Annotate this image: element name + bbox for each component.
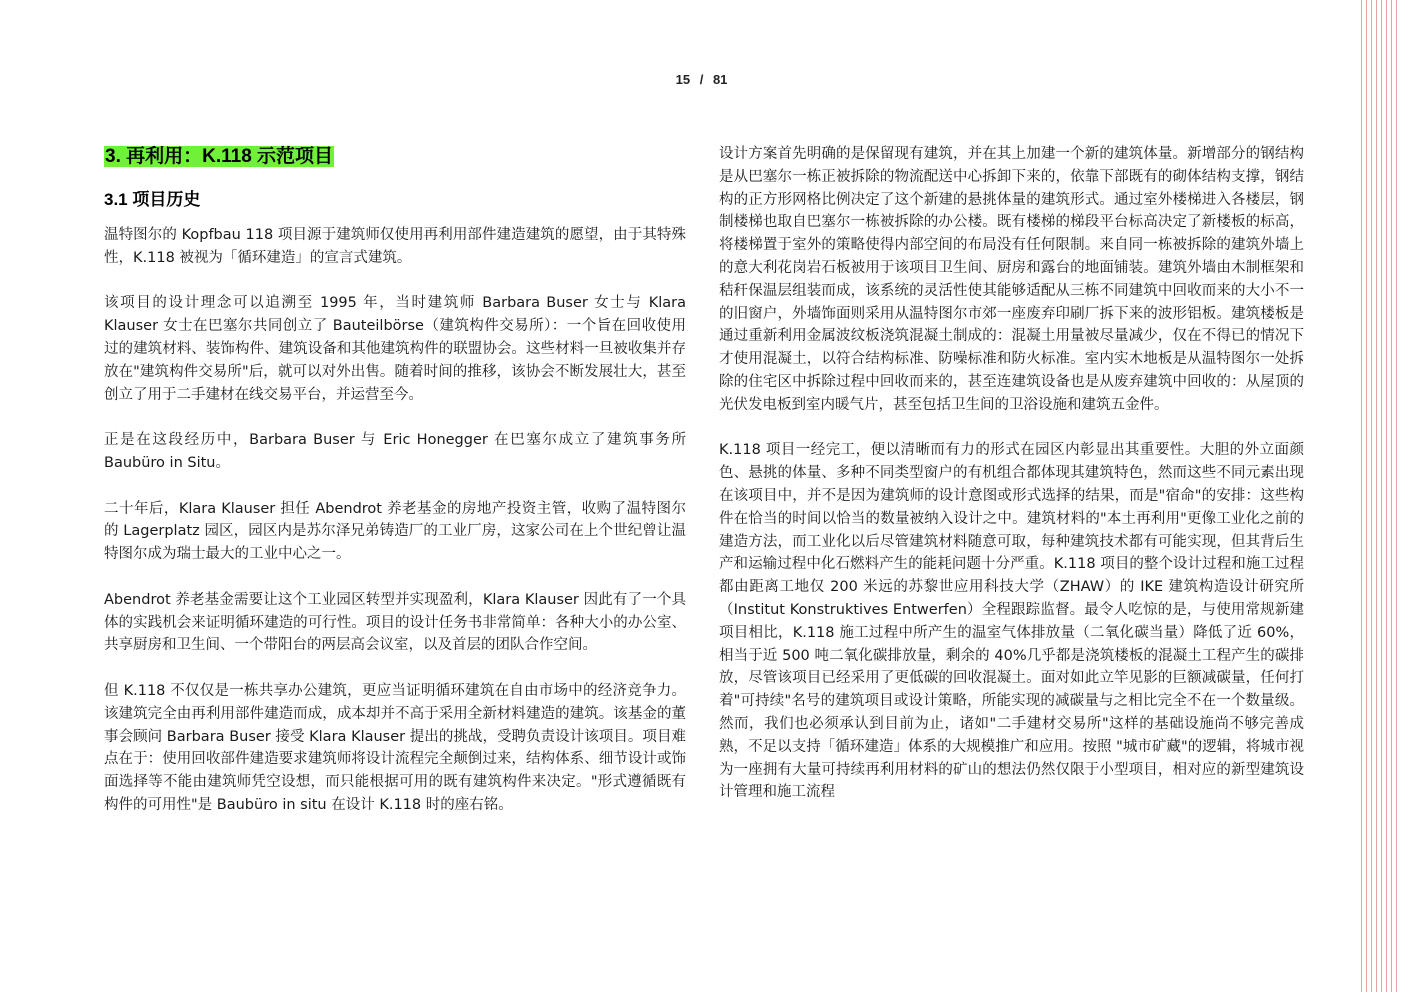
left-column: [104, 140, 686, 840]
paragraph: 该项目的设计理念可以追溯至 1995 年，当时建筑师 Barbara Buser 女士与 Klara Klauser 女士在巴塞尔共同创立了 Bauteilbörse（建筑构件交易所）：一个旨在回收使用过的建筑材料、装饰构件、建筑设备和其他建筑构件的联盟协会。这些材料一旦被收集并存放在"建筑构件交易所"后，就可以对外出售。随着时间的推移，该协会不断发展壮大，甚至创立了用于二手建材在线交易平台，并运营至今。: [104, 295, 686, 403]
section-title: 3.1 项目历史: [104, 190, 201, 209]
chapter-title-text: 3. 再利用：K.118 示范项目: [105, 146, 334, 167]
paragraph: K.118 项目一经完工，便以清晰而有力的形式在园区内彰显出其重要性。大胆的外立面颜色、悬挑的体量、多种不同类型窗户的有机组合都体现其建筑特色，然而这些不同元素出现在该项目中，并不是因为建筑师的设计意图或形式选择的结果，而是"宿命"的安排：这些构件在恰当的时间以恰当的数量被纳入设计之中。建筑材料的"本土再利用"更像工业化之前的建造方法，而工业化以后尽管建筑材料随意可取，每种建筑技术都有可能实现，但其背后生产和运输过程中化石燃料产生的能耗问题十分严重。K.118 项目的整个设计过程和施工过程都由距离工地仅 200 米远的苏黎世应用科技大学（ZHAW）的 IKE 建筑构造设计研究所（Institut Konstruktives Entwerfen）全程跟踪监督。最令人吃惊的是，与使用常规新建项目相比，K.118 施工过程中所产生的温室气体排放量（二氧化碳当量）降低了近 60%，相当于近 500 吨二氧化碳排放量，剩余的 40%几乎都是浇筑楼板的混凝土工程产生的碳排放，尽管该项目已经采用了更低碳的回收混凝土。面对如此立竿见影的巨额减碳量，任何打着"可持续"名号的建筑项目或设计策略，所能实现的减碳量与之相比完全不在一个数量级。然而，我们也必须承认到目前为止，诸如"二手建材交易所"这样的基础设施尚不够完善成熟，不足以支持「循环建造」体系的大规模推广和应用。按照 "城市矿藏"的逻辑，将城市视为一座拥有大量可持续再利用材料的矿山的想法仍然仅限于小型项目，相对应的新型建筑设计管理和施工流程: [719, 442, 1304, 801]
page-edge-decoration: [1357, 0, 1403, 992]
paragraph: Abendrot 养老基金需要让这个工业园区转型并实现盈利，Klara Klauser 因此有了一个具体的实践机会来证明循环建造的可行性。项目的设计任务书非常简单：各种大小的办公室、共享厨房和卫生间、一个带阳台的两层高会议室，以及首层的团队合作空间。: [104, 591, 686, 654]
page-total: 81: [712, 72, 728, 87]
edge-line: [1376, 0, 1377, 992]
right-column: [719, 143, 1304, 827]
edge-line: [1386, 0, 1387, 992]
paragraph: 温特图尔的 Kopfbau 118 项目源于建筑师仅使用再利用部件建造建筑的愿望，由于其特殊性，K.118 被视为「循环建造」的宣言式建筑。: [104, 227, 686, 266]
paragraph: 设计方案首先明确的是保留现有建筑，并在其上加建一个新的建筑体量。新增部分的钢结构是从巴塞尔一栋正被拆除的物流配送中心拆卸下来的，依靠下部既有的砌体结构支撑，钢结构的正方形网格比例决定了这个新建的悬挑体量的建筑形式。通过室外楼梯进入各楼层，钢制楼梯也取自巴塞尔一栋被拆除的办公楼。既有楼梯的梯段平台标高决定了新楼板的标高，将楼梯置于室外的策略使得内部空间的布局没有任何限制。来自同一栋被拆除的建筑外墙上的意大利花岗岩石板被用于该项目卫生间、厨房和露台的地面铺装。建筑外墙由木制框架和秸秆保温层组装而成，该系统的灵活性使其能够适配从三栋不同建筑中回收而来的大小不一的旧窗户，外墙饰面则采用从温特图尔市郊一座废弃印刷厂拆下来的波形铝板。建筑楼板是通过重新利用金属波纹板浇筑混凝土制成的：混凝土用量被尽量减少，仅在不得已的情况下才使用混凝土，以符合结构标准、防噪标准和防火标准。室内实木地板是从温特图尔一处拆除的住宅区中拆除过程中回收而来的，甚至连建筑设备也是从废弃建筑中回收的：从屋顶的光伏发电板到室内暖气片，甚至包括卫生间的卫浴设施和建筑五金件。: [719, 146, 1304, 413]
edge-line: [1366, 0, 1367, 992]
page-number: [0, 72, 1403, 87]
paragraph: 正是在这段经历中，Barbara Buser 与 Eric Honegger 在巴塞尔成立了建筑事务所 Baubüro in Situ。: [104, 432, 686, 471]
edge-line: [1361, 0, 1362, 992]
paragraph: 但 K.118 不仅仅是一栋共享办公建筑，更应当证明循环建筑在自由市场中的经济竞争力。该建筑完全由再利用部件建造而成，成本却并不高于采用全新材料建造的建筑。该基金的董事会顾问 Barbara Buser 接受 Klara Klauser 提出的挑战，受聘负责设计该项目。项目难点在于：使用回收部件建造要求建筑师将设计流程完全颠倒过来，结构体系、细节设计或饰面选择等不能由建筑师凭空设想，而只能根据可用的既有建筑构件来决定。"形式遵循既有构件的可用性"是 Baubüro in situ 在设计 K.118 时的座右铭。: [104, 682, 686, 813]
edge-line: [1371, 0, 1372, 992]
edge-line: [1381, 0, 1382, 992]
page-current: 15: [675, 72, 691, 87]
page-separator: /: [699, 72, 704, 87]
edge-line: [1391, 0, 1392, 992]
paragraph: 二十年后，Klara Klauser 担任 Abendrot 养老基金的房地产投资主管，收购了温特图尔的 Lagerplatz 园区，园区内是苏尔泽兄弟铸造厂的工业厂房，这家公司在上个世纪曾让温特图尔成为瑞士最大的工业中心之一。: [104, 500, 686, 563]
chapter-title: [104, 144, 334, 170]
edge-line: [1396, 0, 1397, 992]
